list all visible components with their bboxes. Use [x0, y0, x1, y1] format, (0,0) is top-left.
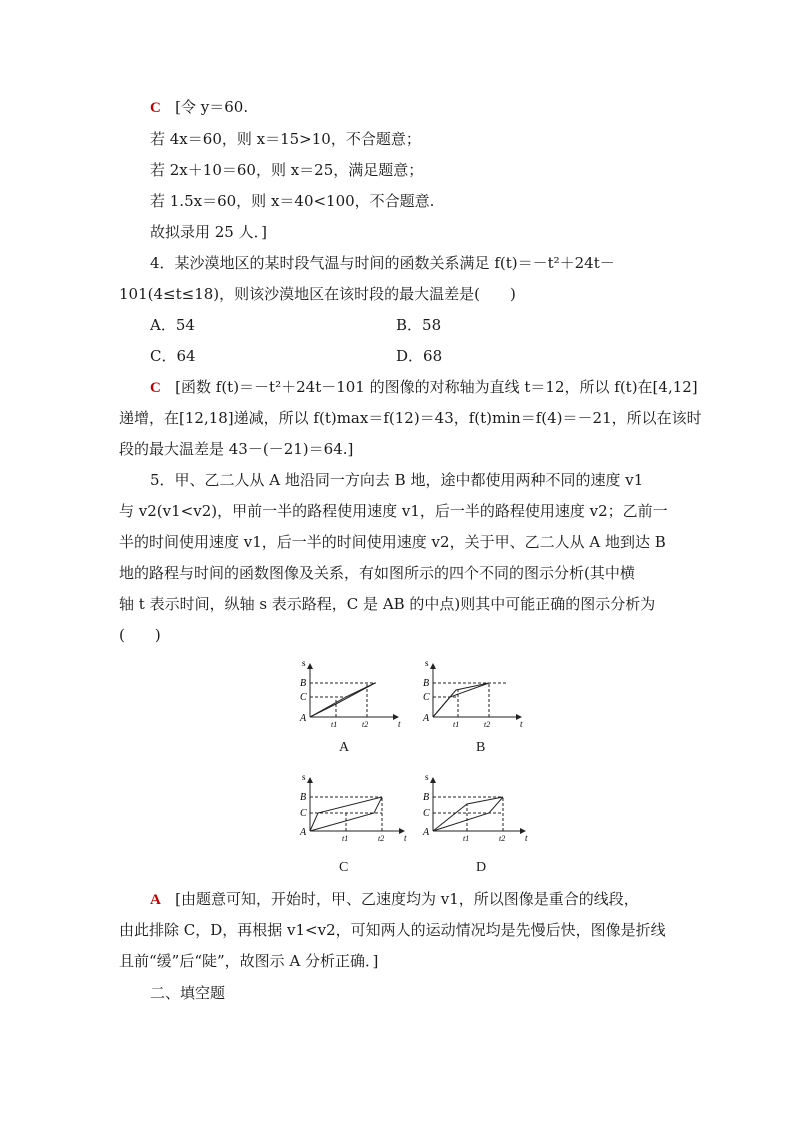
t2-label: t2 [484, 720, 491, 729]
section-heading: 二、填空题 [150, 984, 226, 1002]
point-b-label: B [423, 678, 430, 689]
figure-caption-c: C [339, 860, 349, 875]
option-b: B．58 [396, 316, 442, 334]
answer5-line1 [150, 889, 639, 910]
graph-a [310, 664, 398, 717]
axis-t-label: t [520, 719, 523, 729]
point-b-label: B [300, 792, 307, 803]
answer-letter: A [150, 892, 161, 908]
option-a: A．54 [150, 316, 195, 334]
point-b-label: B [300, 678, 307, 689]
point-a-label: A [300, 827, 307, 838]
question4-stem-line2: 101(4≤t≤18)，则该沙漠地区在该时段的最大温差是( ) [119, 285, 516, 303]
t1-label: t1 [463, 834, 470, 843]
point-a-label: A [300, 713, 307, 724]
figure-caption-a: A [339, 740, 350, 755]
answer3-line1 [150, 97, 248, 118]
graph-d [433, 778, 525, 831]
point-a-label: A [423, 827, 430, 838]
answer3-line2: 若 4x＝60，则 x＝15>10，不合题意； [150, 130, 421, 148]
axis-s-label: s [302, 772, 306, 782]
axis-s-label: s [425, 772, 429, 782]
answer-text: [令 y＝60. [175, 98, 249, 116]
question5-line3: 半的时间使用速度 v1，后一半的时间使用速度 v2，关于甲、乙二人从 A 地到达 B [119, 533, 666, 551]
t2-label: t2 [362, 720, 369, 729]
answer5-line3: 且前“缓”后“陡”，故图示 A 分析正确．] [119, 952, 379, 970]
answer-text: [函数 f(t)＝－t²＋24t－101 的图像的对称轴为直线 t＝12，所以 f(t)在[4,12] [175, 378, 698, 396]
answer4-line1 [150, 377, 698, 398]
question5-line6: ( ) [119, 626, 161, 644]
question5-line1: 5．甲、乙二人从 A 地沿同一方向去 B 地，途中都使用两种不同的速度 v1 [150, 471, 644, 489]
question4-stem-line1: 4．某沙漠地区的某时段气温与时间的函数关系满足 f(t)＝－t²＋24t－ [150, 254, 615, 272]
t2-label: t2 [499, 834, 506, 843]
point-a-label: A [423, 713, 430, 724]
t1-label: t1 [331, 720, 338, 729]
option-d: D．68 [396, 347, 443, 365]
axis-t-label: t [525, 833, 528, 843]
answer3-line3: 若 2x＋10＝60，则 x＝25，满足题意； [150, 161, 424, 179]
answer-letter: C [150, 380, 161, 396]
question5-line2: 与 v2(v1<v2)，甲前一半的路程使用速度 v1，后一半的路程使用速度 v2；乙前一 [119, 502, 668, 520]
answer-text: [由题意可知，开始时，甲、乙速度均为 v1，所以图像是重合的线段， [175, 890, 639, 908]
axis-s-label: s [425, 658, 429, 668]
point-c-label: C [300, 808, 307, 819]
answer5-line2: 由此排除 C，D，再根据 v1<v2，可知两人的运动情况均是先慢后快，图像是折线 [119, 921, 666, 939]
axis-t-label: t [404, 833, 407, 843]
figure-caption-d: D [476, 860, 487, 875]
answer-letter: C [150, 100, 161, 116]
axis-t-label: t [398, 719, 401, 729]
point-c-label: C [300, 692, 307, 703]
question5-line5: 轴 t 表示时间，纵轴 s 表示路程，C 是 AB 的中点)则其中可能正确的图示分析为 [119, 595, 656, 613]
question5-line4: 地的路程与时间的函数图像及关系，有如图所示的四个不同的图示分析(其中横 [119, 564, 635, 582]
answer4-line3: 段的最大温差是 43－(－21)＝64.] [119, 440, 354, 458]
answer3-line5: 故拟录用 25 人．] [150, 223, 267, 241]
option-c: C．64 [150, 347, 196, 365]
figure-caption-b: B [476, 740, 486, 755]
answer3-line4: 若 1.5x＝60，则 x＝40<100，不合题意. [150, 192, 435, 210]
t1-label: t1 [453, 720, 460, 729]
graph-b [433, 664, 521, 717]
t1-label: t1 [342, 834, 349, 843]
point-b-label: B [423, 792, 430, 803]
answer4-line2: 递增，在[12,18]递减，所以 f(t)max＝f(12)＝43，f(t)min＝f(4)＝－21，所以在该时 [119, 409, 702, 427]
graph-c [310, 778, 404, 831]
point-c-label: C [423, 692, 430, 703]
t2-label: t2 [378, 834, 385, 843]
axis-s-label: s [302, 658, 306, 668]
point-c-label: C [423, 808, 430, 819]
